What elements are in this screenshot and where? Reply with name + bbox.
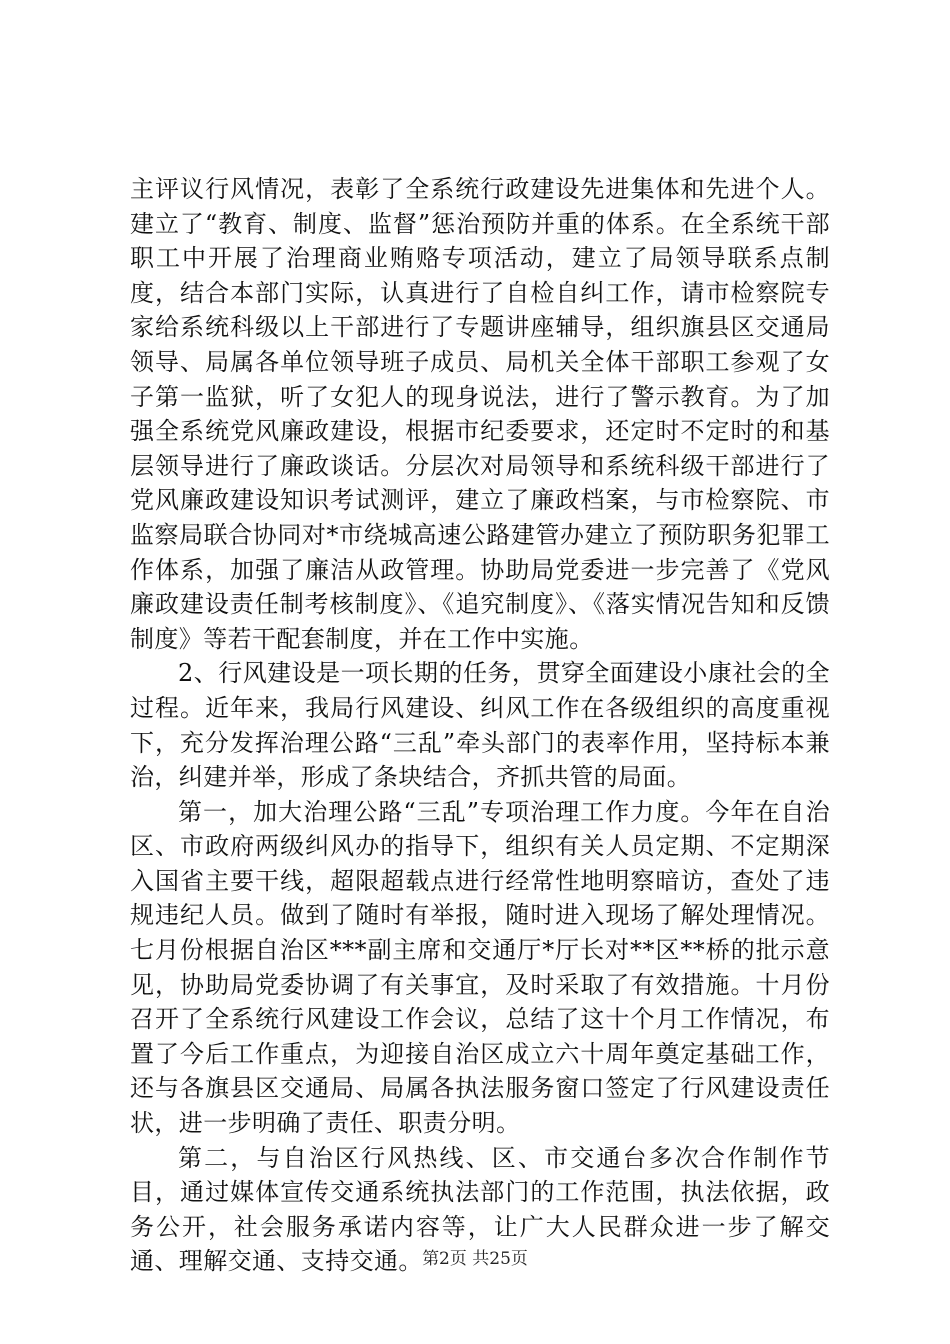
page-number-footer: 第2页 共25页 bbox=[422, 1249, 528, 1269]
paragraph-3: 第一，加大治理公路“三乱”专项治理工作力度。今年在自治区、市政府两级纠风办的指导下，组织有关人员定期、不定期深入国省主要干线，超限超载点进行经常性地明察暗访，查处了违规违纪人员。做到了随时有举报，随时进入现场了解处理情况。七月份根据自治区***副主席和交通厅*厅长对**区**桥的批示意见，协助局党委协调了有关事宜，及时采取了有效措施。十月份召开了全系统行风建设工作会议，总结了这十个月工作情况，布置了今后工作重点，为迎接自治区成立六十周年奠定基础工作，还与各旗县区交通局、局属各执法服务窗口签定了行风建设责任状，进一步明确了责任、职责分明。 bbox=[130, 797, 830, 1138]
paragraph-1: 主评议行风情况，表彰了全系统行政建设先进集体和先进个人。建立了“教育、制度、监督”惩治预防并重的体系。在全系统干部职工中开展了治理商业贿赂专项活动，建立了局领导联系点制度，结合本部门实际，认真进行了自检自纠工作，请市检察院专家给系统科级以上干部进行了专题讲座辅导，组织旗县区交通局领导、局属各单位领导班子成员、局机关全体干部职工参观了女子第一监狱，听了女犯人的现身说法，进行了警示教育。为了加强全系统党风廉政建设，根据市纪委要求，还定时不定时的和基层领导进行了廉政谈话。分层次对局领导和系统科级干部进行了党风廉政建设知识考试测评，建立了廉政档案，与市检察院、市监察局联合协同对*市绕城高速公路建管办建立了预防职务犯罪工作体系，加强了廉洁从政管理。协助局党委进一步完善了《党风廉政建设责任制考核制度》、《追究制度》、《落实情况告知和反馈制度》等若干配套制度，并在工作中实施。 bbox=[130, 175, 830, 653]
paragraph-2: 2、行风建设是一项长期的任务，贯穿全面建设小康社会的全过程。近年来，我局行风建设、纠风工作在各级组织的高度重视下，充分发挥治理公路“三乱”牵头部门的表率作用，坚持标本兼治，纠建并举，形成了条块结合，齐抓共管的局面。 bbox=[130, 659, 830, 792]
document-body bbox=[130, 172, 830, 1279]
paragraph-4: 第二，与自治区行风热线、区、市交通台多次合作制作节目，通过媒体宣传交通系统执法部门的工作范围，执法依据，政务公开，社会服务承诺内容等，让广大人民群众进一步了解交通、理解交通、支持交通。 bbox=[130, 1143, 830, 1276]
